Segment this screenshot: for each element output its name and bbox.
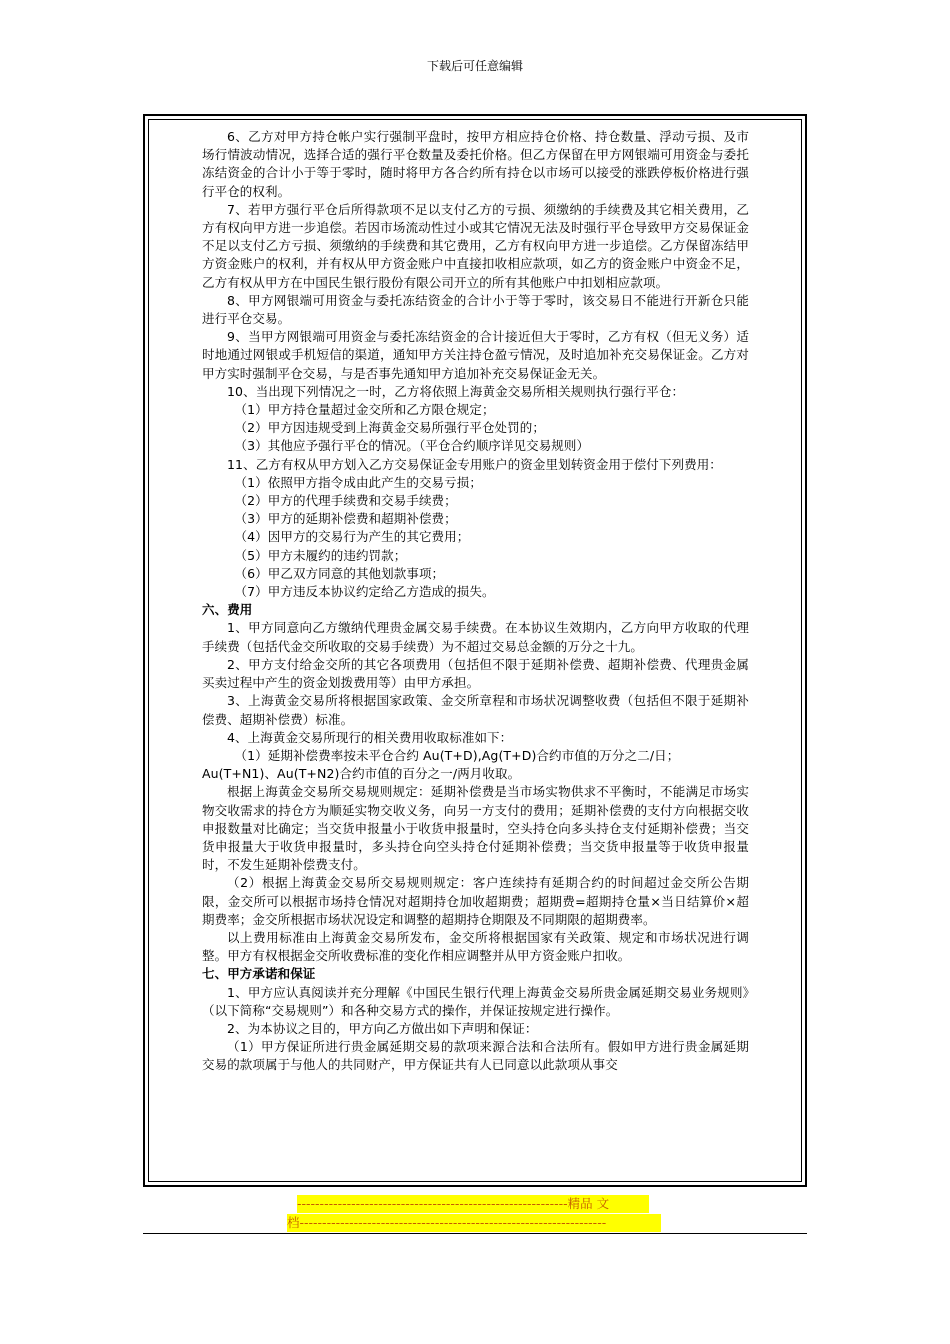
paragraph: （5）甲方未履约的违约罚款； bbox=[234, 547, 407, 563]
paragraph: （3）其他应予强行平仓的情况。（平仓合约顺序详见交易规则） bbox=[234, 438, 590, 454]
paragraph: 3、上海黄金交易所将根据国家政策、金交所章程和市场状况调整收费（包括但不限于延期补偿费、超期补偿费）标准。 bbox=[202, 693, 749, 727]
paragraph: Au(T+N1)、Au(T+N2)合约市值的百分之一/两月收取。 bbox=[202, 766, 521, 782]
paragraph: 1、甲方同意向乙方缴纳代理贵金属交易手续费。在本协议生效期内，乙方向甲方收取的代理手续费（包括代金交所收取的交易手续费）为不超过交易总金额的万分之十九。 bbox=[202, 620, 749, 654]
paragraph: 1、甲方应认真阅读并充分理解《中国民生银行代理上海黄金交易所贵金属延期交易业务规则》（以下简称“交易规则”）和各种交易方式的操作，并保证按规定进行操作。 bbox=[202, 984, 749, 1018]
footer-watermark-line2: 档-------------------------------------------------------------------- bbox=[287, 1214, 661, 1232]
paragraph: （1）依照甲方指令成由此产生的交易亏损； bbox=[234, 474, 482, 490]
paragraph: （1）甲方持仓量超过金交所和乙方限仓规定； bbox=[234, 402, 495, 418]
paragraph: 7、若甲方强行平仓后所得款项不足以支付乙方的亏损、须缴纳的手续费及其它相关费用，乙方有权向甲方进一步追偿。若因市场流动性过小或其它情况无法及时强行平仓导致甲方交易保证金不足以支付乙方亏损、须缴纳的手续费和其它费用，乙方有权向甲方进一步追偿。乙方保留冻结甲方资金账户的权利，并有权从甲方资金账户中直接扣收相应款项，如乙方的资金账户中资金不足，乙方有权从甲方在中国民生银行股份有限公司开立的所有其他账户中扣划相应款项。 bbox=[202, 201, 749, 290]
document-frame bbox=[143, 114, 807, 1187]
paragraph: 10、当出现下列情况之一时，乙方将依照上海黄金交易所相关规则执行强行平仓： bbox=[227, 383, 685, 399]
paragraph: 8、甲方网银端可用资金与委托冻结资金的合计小于等于零时，该交易日不能进行开新仓只能进行平仓交易。 bbox=[202, 292, 749, 327]
paragraph: （3）甲方的延期补偿费和超期补偿费； bbox=[234, 511, 457, 527]
paragraph: 4、上海黄金交易所现行的相关费用收取标准如下： bbox=[227, 729, 513, 745]
paragraph: （1）甲方保证所进行贵金属延期交易的款项来源合法和合法所有。假如甲方进行贵金属延期交易的款项属于与他人的共同财产，甲方保证共有人已同意以此款项从事交 bbox=[202, 1039, 749, 1073]
paragraph: 6、乙方对甲方持仓帐户实行强制平盘时，按甲方相应持仓价格、持仓数量、浮动亏损、及市场行情波动情况，选择合适的强行平仓数量及委托价格。但乙方保留在甲方网银端可用资金与委托冻结资金的合计小于等于零时，随时将甲方各合约所有持仓以市场可以接受的涨跌停板价格进行强行平仓的权利。 bbox=[202, 129, 749, 199]
paragraph: （7）甲方违反本协议约定给乙方造成的损失。 bbox=[234, 584, 495, 600]
footer-watermark-line1: ------------------------------------------------------------精品 文 bbox=[297, 1195, 649, 1213]
section-heading: 七、甲方承诺和保证 bbox=[202, 966, 316, 982]
paragraph: （4）因甲方的交易行为产生的其它费用； bbox=[234, 529, 470, 545]
footer-rule bbox=[143, 1233, 807, 1234]
paragraph: 以上费用标准由上海黄金交易所发布，金交所将根据国家有关政策、规定和市场状况进行调整。甲方有权根据金交所收费标准的变化作相应调整并从甲方资金账户扣收。 bbox=[202, 929, 749, 964]
paragraph: （2）根据上海黄金交易所交易规则规定：客户连续持有延期合约的时间超过金交所公告期限，金交所可以根据市场持仓情况对超期持仓加收超期费；超期费=超期持仓量×当日结算价×超期费率；金交所根据市场状况设定和调整的超期持仓期限及不同期限的超期费率。 bbox=[202, 875, 749, 927]
paragraph: 根据上海黄金交易所交易规则规定：延期补偿费是当市场实物供求不平衡时，不能满足市场实物交收需求的持仓方为顺延实物交收义务，向另一方支付的费用；延期补偿费的支付方向根据交收申报数量对比确定；当交货申报量小于收货申报量时，空头持仓向多头持仓支付延期补偿费；当交货申报量大于收货申报量时，多头持仓向空头持仓付延期补偿费；当交货申报量等于收货申报量时，不发生延期补偿费支付。 bbox=[202, 784, 749, 873]
paragraph: 9、当甲方网银端可用资金与委托冻结资金的合计接近但大于零时，乙方有权（但无义务）适时地通过网银或手机短信的渠道，通知甲方关注持仓盈亏情况，及时追加补充交易保证金。乙方对甲方实时强制平仓交易，与是否事先通知甲方追加补充交易保证金无关。 bbox=[202, 329, 749, 381]
paragraph: 2、甲方支付给金交所的其它各项费用（包括但不限于延期补偿费、超期补偿费、代理贵金属买卖过程中产生的资金划拨费用等）由甲方承担。 bbox=[202, 656, 749, 691]
paragraph: （2）甲方因违规受到上海黄金交易所强行平仓处罚的； bbox=[234, 420, 545, 436]
paragraph: 11、乙方有权从甲方划入乙方交易保证金专用账户的资金里划转资金用于偿付下列费用： bbox=[227, 456, 722, 472]
paragraph: （2）甲方的代理手续费和交易手续费； bbox=[234, 493, 457, 509]
document-body bbox=[149, 120, 801, 1075]
section-heading: 六、费用 bbox=[202, 602, 253, 618]
paragraph: （1）延期补偿费率按未平仓合约 Au(T+D),Ag(T+D)合约市值的万分之二/日； bbox=[234, 747, 680, 763]
paragraph: （6）甲乙双方同意的其他划款事项； bbox=[234, 565, 445, 581]
page-header: 下载后可任意编辑 bbox=[426, 59, 523, 73]
paragraph: 2、为本协议之目的，甲方向乙方做出如下声明和保证： bbox=[227, 1020, 538, 1036]
document-inner-frame bbox=[148, 119, 802, 1182]
